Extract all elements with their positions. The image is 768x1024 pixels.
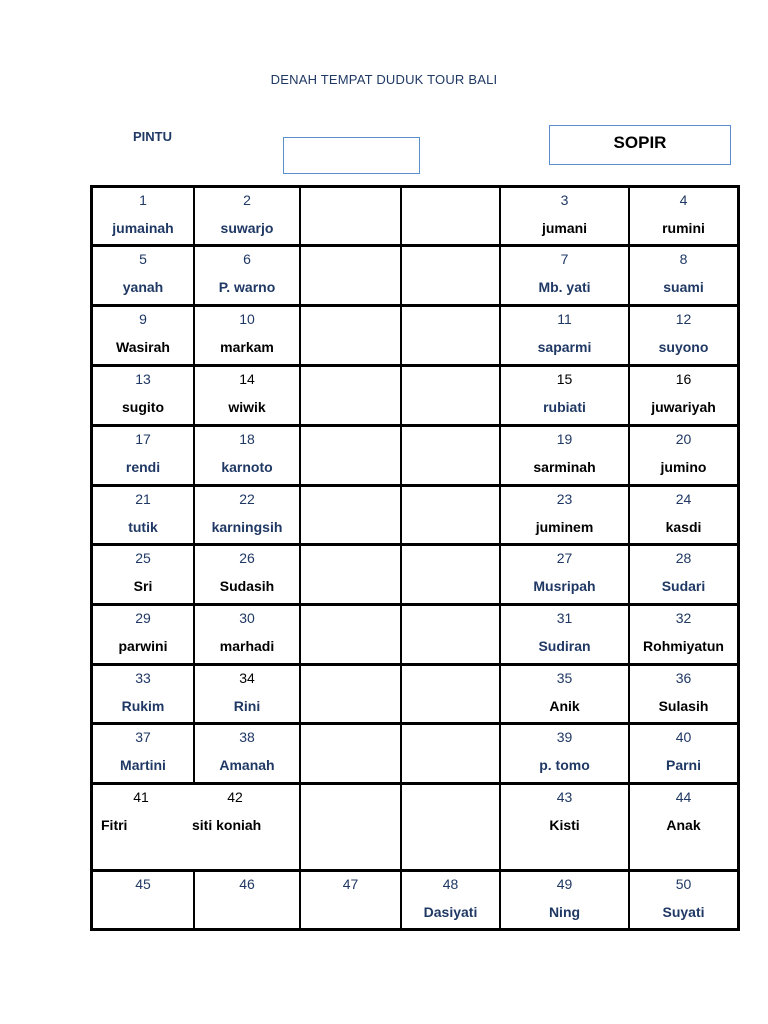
seat-47[interactable] xyxy=(299,870,402,930)
aisle-cell xyxy=(299,604,402,665)
aisle-cell xyxy=(299,664,402,724)
seat-7[interactable] xyxy=(499,245,630,306)
seat-2[interactable] xyxy=(193,186,301,246)
seat-number-41: 41 xyxy=(133,789,149,805)
aisle-cell xyxy=(400,723,501,784)
seat-number: 8 xyxy=(679,251,688,267)
seat-36[interactable] xyxy=(628,664,739,724)
seat-number: 19 xyxy=(556,431,573,447)
seat-name: rubiati xyxy=(543,399,586,415)
seat-name: saparmi xyxy=(537,339,592,355)
seat-number: 1 xyxy=(139,192,147,208)
seat-number: 25 xyxy=(135,550,151,566)
seat-number: 39 xyxy=(556,729,573,745)
seat-35[interactable] xyxy=(499,664,630,724)
page-title: DENAH TEMPAT DUDUK TOUR BALI xyxy=(270,72,498,87)
seat-number-42: 42 xyxy=(227,789,243,805)
seat-12[interactable] xyxy=(628,305,739,366)
seat-name: Anik xyxy=(549,698,580,714)
seat-name: tutik xyxy=(128,519,158,535)
seat-name: Parni xyxy=(665,757,701,773)
seat-number: 40 xyxy=(675,729,692,745)
seat-name: juwariyah xyxy=(651,399,716,415)
seat-number: 45 xyxy=(135,876,151,892)
seat-name: Suyati xyxy=(662,904,705,920)
seat-name: Rohmiyatun xyxy=(643,638,724,654)
seat-4[interactable] xyxy=(628,186,739,246)
seat-46[interactable] xyxy=(193,870,301,930)
aisle-cell xyxy=(299,783,402,871)
seat-14[interactable] xyxy=(193,365,301,426)
seat-number: 2 xyxy=(243,192,251,208)
seat-5[interactable] xyxy=(91,245,195,306)
seat-number: 34 xyxy=(239,670,255,686)
seat-name: yanah xyxy=(122,279,164,295)
seat-number: 48 xyxy=(442,876,459,892)
aisle-cell xyxy=(400,664,501,724)
seat-name: suwarjo xyxy=(220,220,274,236)
seat-9[interactable] xyxy=(91,305,195,366)
seat-number: 35 xyxy=(556,670,573,686)
seat-48[interactable] xyxy=(400,870,501,930)
seat-number: 47 xyxy=(342,876,359,892)
seat-13[interactable] xyxy=(91,365,195,426)
seat-number: 4 xyxy=(679,192,688,208)
seat-number: 50 xyxy=(675,876,692,892)
aisle-cell xyxy=(299,186,402,246)
seat-name: Sudiran xyxy=(538,638,591,654)
seat-number: 32 xyxy=(675,610,692,626)
seat-number: 7 xyxy=(560,251,569,267)
seat-name: rumini xyxy=(662,220,705,236)
seat-number: 6 xyxy=(243,251,251,267)
seat-38[interactable] xyxy=(193,723,301,784)
seat-31[interactable] xyxy=(499,604,630,665)
seat-number: 29 xyxy=(135,610,151,626)
seat-number: 46 xyxy=(239,876,255,892)
seat-number: 36 xyxy=(675,670,692,686)
seat-8[interactable] xyxy=(628,245,739,306)
seat-number: 11 xyxy=(557,311,572,327)
seat-name: Mb. yati xyxy=(538,279,591,295)
aisle-cell xyxy=(299,723,402,784)
seat-41-42-block[interactable] xyxy=(91,783,301,871)
seat-number: 49 xyxy=(556,876,573,892)
seat-name: Ning xyxy=(548,904,581,920)
seat-name: karningsih xyxy=(211,519,283,535)
seat-name: sarminah xyxy=(533,459,596,475)
seating-grid xyxy=(90,185,740,931)
aisle-cell xyxy=(299,365,402,426)
door-box xyxy=(283,137,420,174)
seat-19[interactable] xyxy=(499,425,630,486)
driver-seat: SOPIR xyxy=(549,125,731,165)
seat-number: 37 xyxy=(135,729,151,745)
aisle-cell xyxy=(299,485,402,545)
seat-30[interactable] xyxy=(193,604,301,665)
seat-number: 23 xyxy=(556,491,573,507)
seat-34[interactable] xyxy=(193,664,301,724)
aisle-cell xyxy=(299,305,402,366)
seat-24[interactable] xyxy=(628,485,739,545)
seat-number: 10 xyxy=(239,311,255,327)
seat-number: 9 xyxy=(139,311,147,327)
seat-1[interactable] xyxy=(91,186,195,246)
seat-name: Rukim xyxy=(121,698,165,714)
seat-28[interactable] xyxy=(628,544,739,605)
seat-16[interactable] xyxy=(628,365,739,426)
seat-number: 30 xyxy=(239,610,255,626)
seat-49[interactable] xyxy=(499,870,630,930)
seat-number: 21 xyxy=(135,491,151,507)
aisle-cell xyxy=(400,186,501,246)
seat-name: juminem xyxy=(535,519,594,535)
seat-name: Sri xyxy=(133,578,153,594)
seat-name: karnoto xyxy=(221,459,273,475)
seat-name: Musripah xyxy=(533,578,596,594)
seat-name: Sudasih xyxy=(219,578,275,594)
seat-number: 26 xyxy=(239,550,255,566)
aisle-cell xyxy=(400,485,501,545)
seat-number: 24 xyxy=(675,491,692,507)
aisle-cell xyxy=(400,544,501,605)
seat-6[interactable] xyxy=(193,245,301,306)
aisle-cell xyxy=(299,544,402,605)
seat-name: Martini xyxy=(120,757,166,773)
seat-name: P. warno xyxy=(218,279,276,295)
seat-name: markam xyxy=(220,339,274,355)
seat-name: Sudari xyxy=(661,578,706,594)
seat-39[interactable] xyxy=(499,723,630,784)
seat-name: Anak xyxy=(666,817,701,833)
seat-26[interactable] xyxy=(193,544,301,605)
seat-number: 28 xyxy=(675,550,692,566)
seat-number: 17 xyxy=(135,431,151,447)
seat-21[interactable] xyxy=(91,485,195,545)
seat-name: Kisti xyxy=(549,817,580,833)
seat-3[interactable] xyxy=(499,186,630,246)
seat-name: suyono xyxy=(658,339,709,355)
seat-number: 14 xyxy=(239,371,255,387)
seat-44[interactable] xyxy=(628,783,739,871)
seat-number: 38 xyxy=(239,729,255,745)
seat-number: 15 xyxy=(556,371,573,387)
seat-name: wiwik xyxy=(228,399,266,415)
seat-name-42: siti koniah xyxy=(192,817,262,833)
seat-50[interactable] xyxy=(628,870,739,930)
seat-number: 18 xyxy=(239,431,255,447)
seat-number: 31 xyxy=(556,610,573,626)
seat-name: parwini xyxy=(118,638,168,654)
seat-33[interactable] xyxy=(91,664,195,724)
seat-name: Dasiyati xyxy=(423,904,478,920)
seat-name: marhadi xyxy=(219,638,275,654)
seat-23[interactable] xyxy=(499,485,630,545)
seat-32[interactable] xyxy=(628,604,739,665)
seat-name-41: Fitri xyxy=(101,817,128,833)
seat-name: p. tomo xyxy=(539,757,590,773)
seat-27[interactable] xyxy=(499,544,630,605)
aisle-cell xyxy=(400,783,501,871)
seat-number: 3 xyxy=(560,192,569,208)
seat-37[interactable] xyxy=(91,723,195,784)
seat-number: 22 xyxy=(239,491,255,507)
seat-45[interactable] xyxy=(91,870,195,930)
seat-number: 20 xyxy=(675,431,692,447)
aisle-cell xyxy=(400,245,501,306)
seat-number: 12 xyxy=(675,311,692,327)
seat-name: Rini xyxy=(233,698,261,714)
seat-name: Wasirah xyxy=(116,339,170,355)
aisle-cell xyxy=(299,245,402,306)
seat-43[interactable] xyxy=(499,783,630,871)
seat-number: 16 xyxy=(675,371,692,387)
seat-25[interactable] xyxy=(91,544,195,605)
seat-name: Amanah xyxy=(219,757,275,773)
seat-name: suami xyxy=(663,279,704,295)
aisle-cell xyxy=(400,604,501,665)
aisle-cell xyxy=(400,425,501,486)
seat-18[interactable] xyxy=(193,425,301,486)
door-label: PINTU xyxy=(133,129,172,144)
seat-40[interactable] xyxy=(628,723,739,784)
aisle-cell xyxy=(400,365,501,426)
seat-29[interactable] xyxy=(91,604,195,665)
seat-name: jumino xyxy=(660,459,707,475)
seat-name: rendi xyxy=(125,459,161,475)
seat-17[interactable] xyxy=(91,425,195,486)
seat-number: 5 xyxy=(139,251,147,267)
seat-name: jumani xyxy=(541,220,588,236)
seat-number: 44 xyxy=(675,789,692,805)
seat-number: 27 xyxy=(556,550,573,566)
seat-name: jumainah xyxy=(112,220,174,236)
aisle-cell xyxy=(400,305,501,366)
seat-11[interactable] xyxy=(499,305,630,366)
seat-number: 13 xyxy=(135,371,151,387)
seat-22[interactable] xyxy=(193,485,301,545)
seat-15[interactable] xyxy=(499,365,630,426)
seat-number: 43 xyxy=(556,789,573,805)
seat-name: kasdi xyxy=(665,519,702,535)
seat-10[interactable] xyxy=(193,305,301,366)
seat-name: Sulasih xyxy=(658,698,709,714)
seat-20[interactable] xyxy=(628,425,739,486)
seat-number: 33 xyxy=(135,670,151,686)
seat-name: sugito xyxy=(122,399,164,415)
aisle-cell xyxy=(299,425,402,486)
